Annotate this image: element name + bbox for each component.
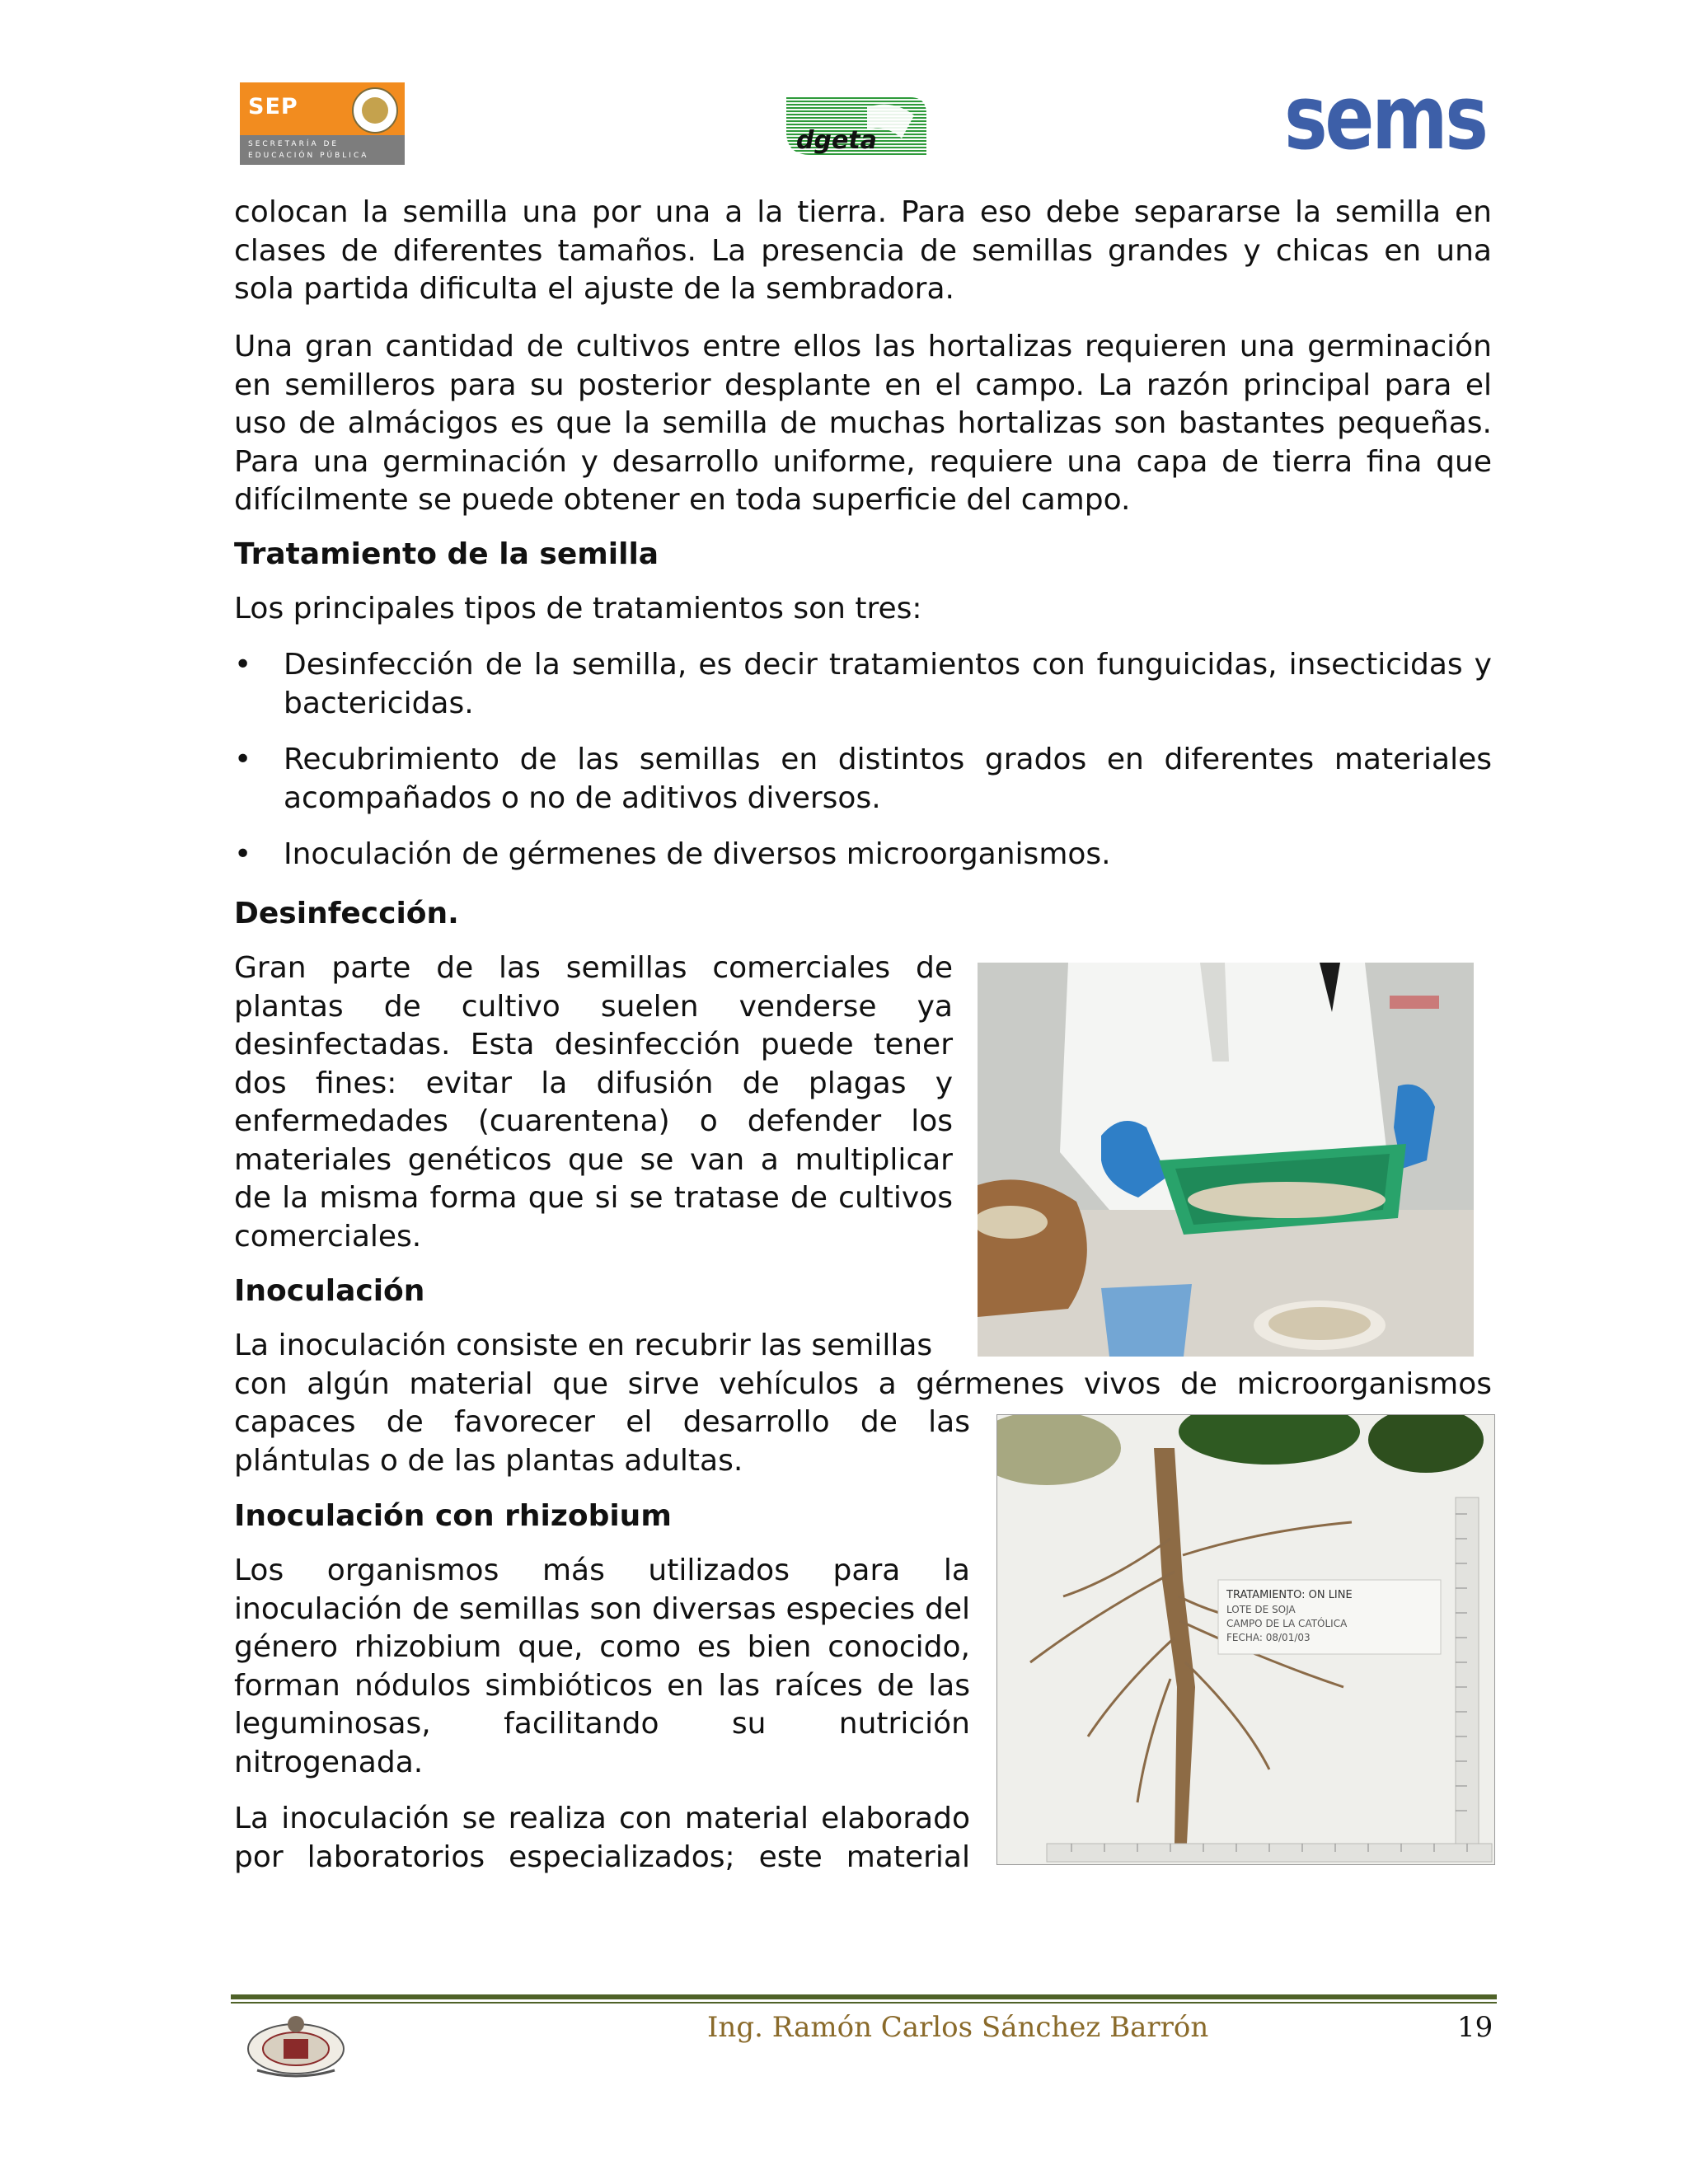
- dgeta-logo: [778, 91, 932, 162]
- sep-logo-word: SEP: [248, 94, 298, 120]
- paragraph-tipos-intro: Los principales tipos de tratamientos son tres:: [234, 592, 922, 626]
- mexico-seal-icon: [352, 87, 398, 134]
- seed-disinfection-photo: [978, 963, 1474, 1357]
- paragraph-almacigos: Una gran cantidad de cultivos entre ellos las hortalizas requieren una germinación en semilleros para su posterior desplante en el campo. La razón principal para el uso de almácigos es que la semilla de muchas hortalizas son bastantes pequeñas. Para una germinación y desarrollo uniforme, requiere una capa de tierra fina que difícilmente se puede obtener en toda superficie del campo.: [234, 330, 1492, 517]
- photo-label-line4: FECHA: 08/01/03: [1226, 1632, 1311, 1643]
- paragraph-final: La inoculación se realiza con material elaborado por laboratorios especializados; este material: [234, 1802, 970, 1874]
- paragraph-desinfeccion: Gran parte de las semillas comerciales de plantas de cultivo suelen venderse ya desinfectadas. Esta desinfección puede tener dos fines: evitar la difusión de plagas y enfermedades (cuarentena) o defender los materiales genéticos que se van a multiplicar de la misma forma que si se tratase de cultivos comerciales.: [234, 951, 953, 1254]
- paragraph-inoculacion-rest: capaces de favorecer el desarrollo de las plántulas o de las plantas adultas.: [234, 1405, 970, 1478]
- list-item-text: Inoculación de gérmenes de diversos microorganismos.: [284, 837, 1111, 871]
- paragraph-inoculacion-line1: La inoculación consiste en recubrir las semillas: [234, 1329, 933, 1362]
- bullet-icon: •: [234, 837, 252, 871]
- sep-logo-line2: EDUCACIÓN PÚBLICA: [248, 152, 369, 160]
- bullet-icon: •: [234, 743, 252, 776]
- footer-author: Ing. Ramón Carlos Sánchez Barrón: [707, 2011, 1209, 2044]
- dgeta-logo-text: dgeta: [796, 126, 877, 155]
- footer-rule: [231, 1994, 1497, 1999]
- bullet-icon: •: [234, 648, 252, 682]
- sep-logo-line1: SECRETARÍA DE: [248, 140, 340, 148]
- heading-rhizobium: Inoculación con rhizobium: [234, 1499, 672, 1533]
- sems-logo: sems: [1284, 67, 1486, 170]
- footer-rule-thin: [231, 2002, 1497, 2004]
- sep-logo: [240, 82, 405, 165]
- soybean-root-photo: [996, 1414, 1495, 1865]
- list-item-text: Recubrimiento de las semillas en distintos grados en diferentes materiales acompañados o no de aditivos diversos.: [284, 743, 1492, 815]
- list-item: [234, 741, 1492, 818]
- page-number: 19: [1457, 2011, 1493, 2044]
- heading-tratamiento: Tratamiento de la semilla: [234, 537, 659, 571]
- list-item: [234, 646, 1492, 723]
- list-item: [234, 836, 1492, 874]
- heading-inoculacion: Inoculación: [234, 1274, 425, 1308]
- photo-label-line1: TRATAMIENTO: ON LINE: [1226, 1589, 1353, 1601]
- paragraph-inoculacion-line2: con algún material que sirve vehículos a gérmenes vivos de microorganismos: [234, 1367, 1492, 1401]
- photo-label-line2: LOTE DE SOJA: [1226, 1604, 1296, 1615]
- list-item-text: Desinfección de la semilla, es decir tratamientos con funguicidas, insecticidas y bactericidas.: [284, 648, 1492, 720]
- heading-desinfeccion: Desinfección.: [234, 897, 459, 930]
- school-seal-icon: [241, 2013, 351, 2082]
- photo-label-line3: CAMPO DE LA CATÓLICA: [1226, 1618, 1348, 1629]
- paragraph-sembradora: colocan la semilla una por una a la tierra. Para eso debe separarse la semilla en clases de diferentes tamaños. La presencia de semillas grandes y chicas en una sola partida dificulta el ajuste de la sembradora.: [234, 195, 1492, 306]
- paragraph-rhizobium: Los organismos más utilizados para la inoculación de semillas son diversas especies del género rhizobium que, como es bien conocido, forman nódulos simbióticos en las raíces de las leguminosas, facilitando su nutrición nitrogenada.: [234, 1554, 970, 1779]
- treatment-list: [234, 646, 1492, 874]
